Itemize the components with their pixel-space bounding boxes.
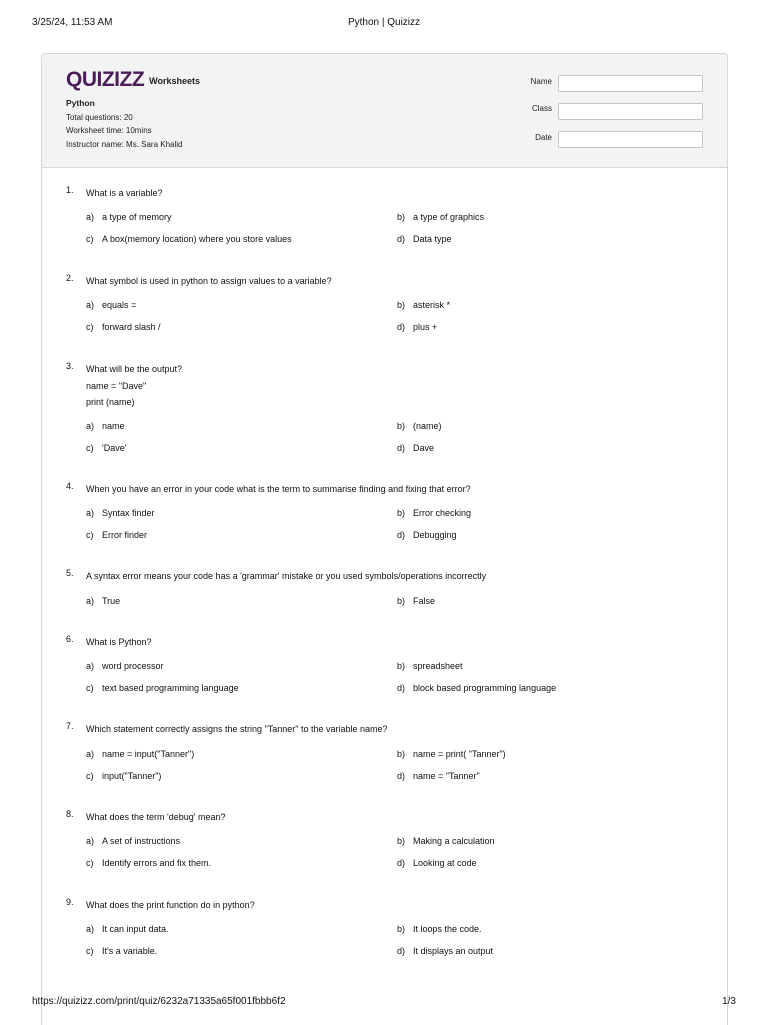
question-number: 8. (66, 809, 74, 819)
option-letter: b) (397, 421, 406, 431)
date-field[interactable] (558, 131, 703, 148)
question-text: What will be the output? name = "Dave" print (name) (86, 364, 183, 407)
question-text: What is Python? (86, 637, 152, 647)
total-questions: Total questions: 20 (66, 112, 133, 122)
option-text: a type of graphics (413, 212, 485, 222)
option-letter: c) (86, 234, 94, 244)
option-text: block based programming language (413, 683, 557, 693)
option-text: forward slash / (102, 322, 161, 332)
option-text: plus + (413, 322, 438, 332)
worksheet-time: Worksheet time: 10mins (66, 126, 152, 136)
option-a[interactable] (86, 508, 155, 518)
option-b[interactable] (397, 596, 435, 606)
question-number: 6. (66, 634, 74, 644)
option-letter: a) (86, 596, 95, 606)
class-label: Class (531, 104, 552, 113)
name-field[interactable] (558, 75, 703, 92)
option-text: Error checking (413, 508, 472, 518)
option-c[interactable] (86, 946, 157, 956)
option-letter: c) (86, 443, 94, 453)
question-number: 5. (66, 568, 74, 578)
option-text: name = input("Tanner") (102, 749, 195, 759)
option-a[interactable] (86, 661, 164, 671)
option-text: A box(memory location) where you store values (102, 234, 292, 244)
option-text: name (102, 421, 125, 431)
option-letter: d) (397, 946, 406, 956)
print-header (32, 17, 736, 31)
date-label: Date (535, 133, 552, 142)
option-letter: b) (397, 596, 406, 606)
option-c[interactable] (86, 530, 147, 540)
option-letter: a) (86, 661, 95, 671)
option-text: input("Tanner") (102, 771, 162, 781)
option-a[interactable] (86, 421, 125, 431)
option-text: (name) (413, 421, 442, 431)
option-d[interactable] (397, 234, 452, 244)
page-number: 1/3 (722, 996, 736, 1007)
question-number: 3. (66, 361, 74, 371)
option-letter: c) (86, 322, 94, 332)
option-b[interactable] (397, 421, 442, 431)
option-letter: d) (397, 858, 406, 868)
option-letter: a) (86, 421, 95, 431)
option-letter: a) (86, 212, 95, 222)
option-letter: c) (86, 771, 94, 781)
name-label: Name (530, 77, 552, 86)
quiz-title: Python (66, 98, 95, 108)
option-d[interactable] (397, 443, 434, 453)
option-a[interactable] (86, 924, 169, 934)
option-text: name = "Tanner" (413, 771, 480, 781)
quiz-meta (66, 97, 183, 151)
option-text: Error finder (102, 530, 148, 540)
option-text: equals = (102, 300, 137, 310)
option-d[interactable] (397, 530, 457, 540)
question-text: What is a variable? (86, 188, 163, 198)
option-c[interactable] (86, 683, 239, 693)
option-c[interactable] (86, 322, 161, 332)
option-b[interactable] (397, 661, 463, 671)
question-text: What symbol is used in python to assign values to a variable? (86, 276, 332, 286)
option-b[interactable] (397, 300, 450, 310)
class-field[interactable] (558, 103, 703, 120)
option-letter: a) (86, 836, 95, 846)
option-letter: b) (397, 924, 406, 934)
brand (66, 68, 200, 90)
option-d[interactable] (397, 771, 480, 781)
option-text: It can input data. (102, 924, 169, 934)
option-letter: a) (86, 749, 95, 759)
option-letter: c) (86, 946, 94, 956)
print-timestamp: 3/25/24, 11:53 AM (32, 17, 113, 28)
option-text: Making a calculation (413, 836, 495, 846)
question-number: 7. (66, 721, 74, 731)
option-c[interactable] (86, 858, 211, 868)
option-c[interactable] (86, 234, 292, 244)
question-text: Which statement correctly assigns the string "Tanner" to the variable name? (86, 724, 388, 734)
option-c[interactable] (86, 771, 161, 781)
option-letter: c) (86, 683, 94, 693)
worksheet (41, 53, 728, 1025)
option-text: text based programming language (102, 683, 239, 693)
option-letter: c) (86, 530, 94, 540)
option-text: False (413, 596, 436, 606)
question-number: 1. (66, 185, 74, 195)
option-a[interactable] (86, 212, 172, 222)
option-letter: a) (86, 924, 95, 934)
question-text: A syntax error means your code has a 'grammar' mistake or you used symbols/operations incorrectly (86, 571, 487, 581)
option-letter: d) (397, 530, 406, 540)
option-text: spreadsheet (413, 661, 463, 671)
quizizz-logo: QUIZIZZ (66, 68, 145, 91)
option-c[interactable] (86, 443, 126, 453)
option-d[interactable] (397, 946, 493, 956)
option-b[interactable] (397, 924, 482, 934)
option-text: A set of instructions (102, 836, 181, 846)
option-letter: a) (86, 508, 95, 518)
option-d[interactable] (397, 858, 477, 868)
option-text: It displays an output (413, 946, 494, 956)
page-url: https://quizizz.com/print/quiz/6232a71335a65f001fbbb6f2 (32, 996, 286, 1007)
option-text: True (102, 596, 121, 606)
worksheet-header (42, 54, 727, 168)
option-d[interactable] (397, 683, 556, 693)
option-text: Looking at code (413, 858, 477, 868)
question-text: When you have an error in your code what is the term to summarise finding and fixing that error? (86, 484, 471, 494)
question-number: 2. (66, 273, 74, 283)
option-b[interactable] (397, 212, 484, 222)
option-letter: d) (397, 771, 406, 781)
option-letter: b) (397, 300, 406, 310)
option-letter: b) (397, 661, 406, 671)
question-text: What does the print function do in python? (86, 900, 255, 910)
option-a[interactable] (86, 749, 194, 759)
option-letter: b) (397, 508, 406, 518)
option-a[interactable] (86, 836, 180, 846)
option-b[interactable] (397, 836, 495, 846)
instructor-name: Instructor name: Ms. Sara Khalid (66, 139, 183, 149)
question-number: 9. (66, 897, 74, 907)
option-b[interactable] (397, 749, 506, 759)
option-letter: c) (86, 858, 94, 868)
option-b[interactable] (397, 508, 471, 518)
option-text: Syntax finder (102, 508, 155, 518)
option-letter: b) (397, 212, 406, 222)
option-text: It's a variable. (102, 946, 158, 956)
option-text: Debugging (413, 530, 457, 540)
option-letter: a) (86, 300, 95, 310)
option-text: Dave (413, 443, 435, 453)
option-text: word processor (102, 661, 164, 671)
option-letter: d) (397, 234, 406, 244)
question-text: What does the term 'debug' mean? (86, 812, 226, 822)
option-letter: d) (397, 683, 406, 693)
option-letter: d) (397, 322, 406, 332)
option-a[interactable] (86, 596, 120, 606)
option-d[interactable] (397, 322, 437, 332)
option-text: name = print( "Tanner") (413, 749, 506, 759)
option-text: 'Dave' (102, 443, 127, 453)
option-text: It loops the code. (413, 924, 482, 934)
print-title: Python | Quizizz (347, 17, 421, 28)
option-letter: d) (397, 443, 406, 453)
option-a[interactable] (86, 300, 136, 310)
option-text: asterisk * (413, 300, 451, 310)
logo-subtitle: Worksheets (149, 76, 201, 86)
option-text: Data type (413, 234, 452, 244)
question-number: 4. (66, 481, 74, 491)
option-text: Identify errors and fix them. (102, 858, 212, 868)
option-letter: b) (397, 749, 406, 759)
option-text: a type of memory (102, 212, 172, 222)
option-letter: b) (397, 836, 406, 846)
